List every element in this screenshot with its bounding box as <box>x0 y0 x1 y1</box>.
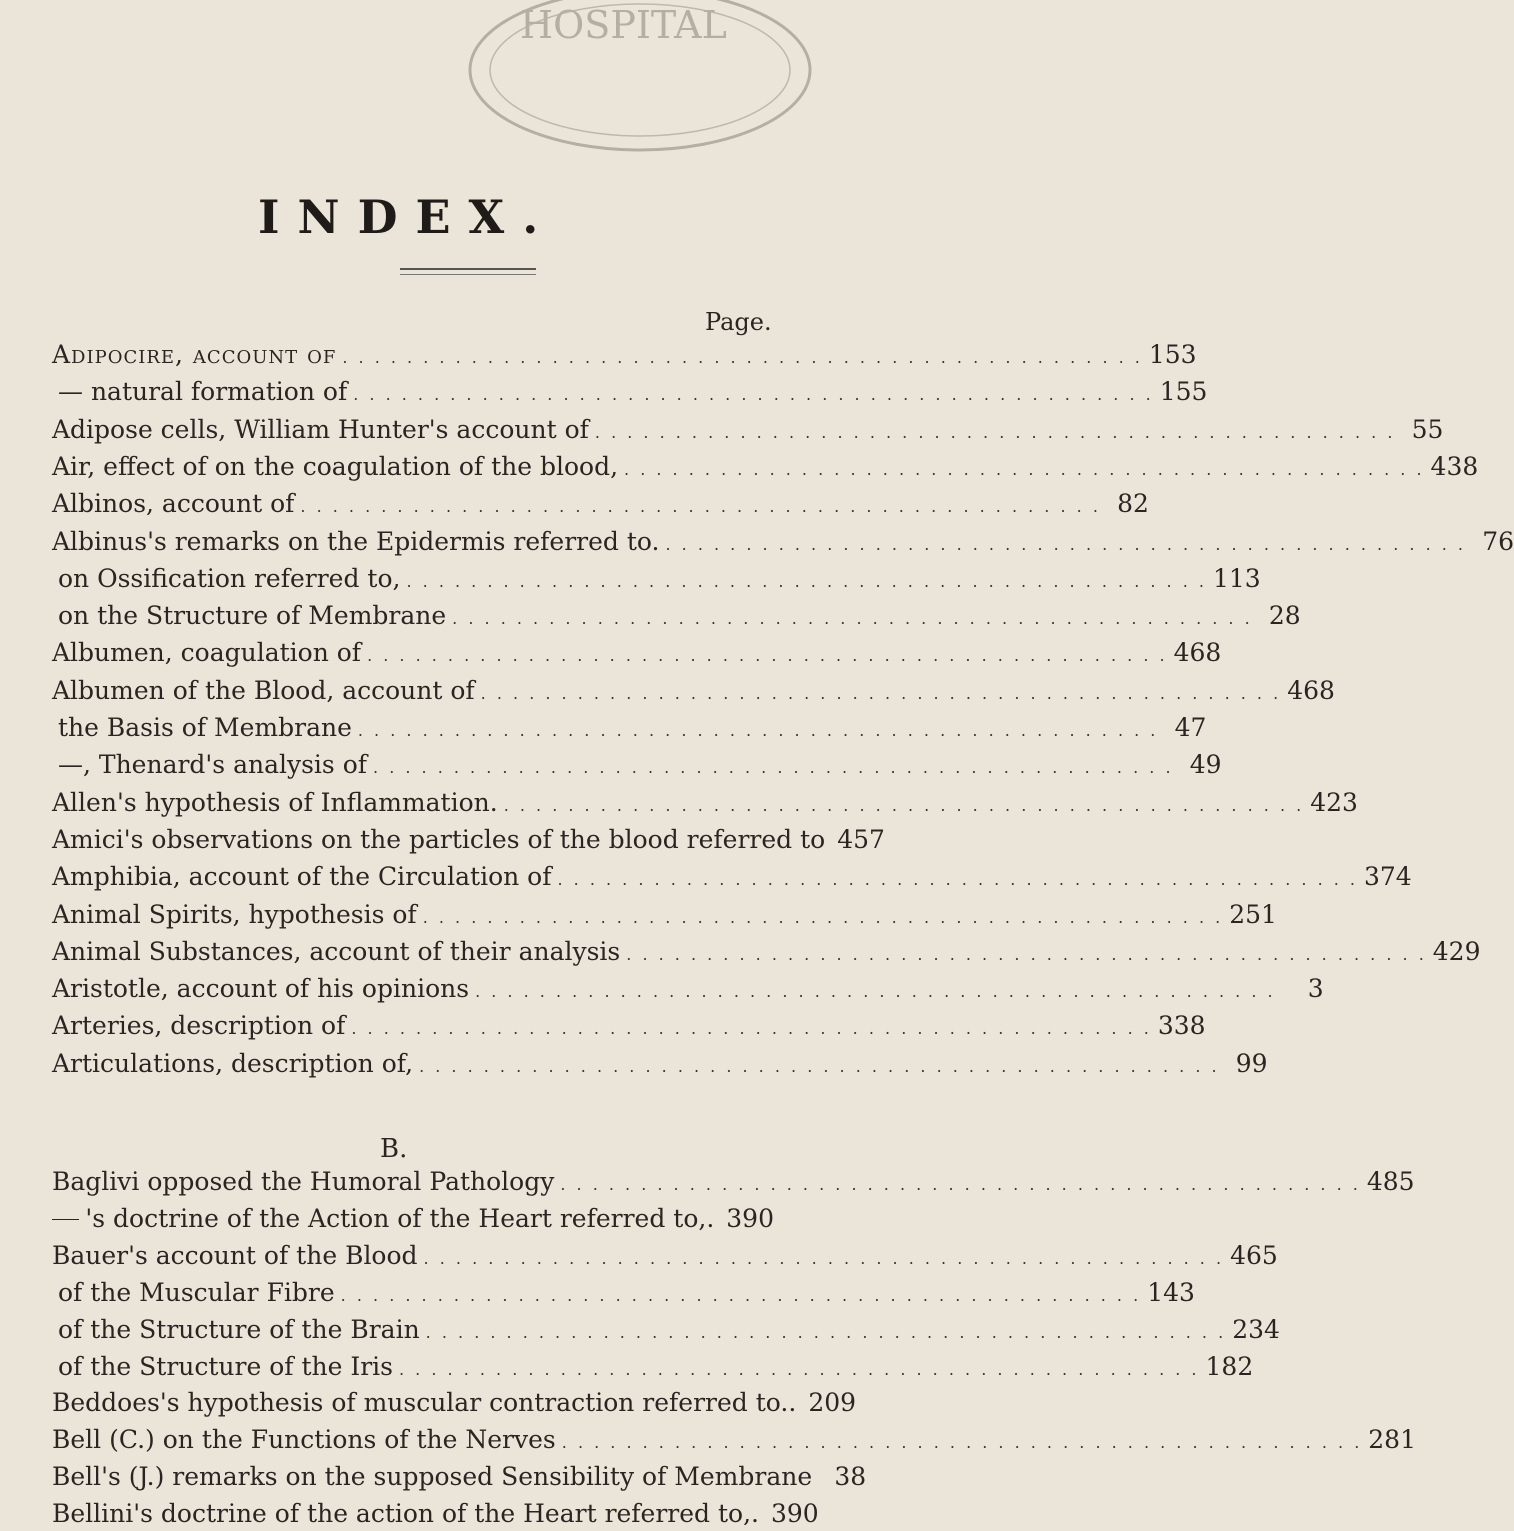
page-number: 143 <box>1147 1277 1195 1307</box>
page-number: 76 <box>1482 526 1514 556</box>
page-number: 38 <box>834 1462 867 1492</box>
leader-dots: . . . . . . . . . . . . . . . . . . . . . . . . . . . . . . . . . . . . . . . . . . . . . . . . . . <box>624 459 1425 479</box>
leader-dots: . . . . . . . . . . . . . . . . . . . . . . . . . . . . . . . . . . . . . . . . . . . . . . . . . . <box>557 870 1358 890</box>
index-entry <box>52 601 1301 633</box>
page-number: 390 <box>771 1499 819 1529</box>
entry-text: Allen's hypothesis of Inflammation. <box>52 787 498 817</box>
page-title: INDEX. <box>258 190 557 244</box>
entry-text: Aristotle, account of his opinions <box>52 974 470 1004</box>
leader-dots: . . . . . . . . . . . . . . . . . . . . . . . . . . . . . . . . . . . . . . . . . . . . . . . . . . <box>353 385 1154 405</box>
entry-text: Amici's observations on the particles of the blood referred to <box>52 824 826 854</box>
index-entry <box>52 1425 1416 1457</box>
entry-text: Albumen, coagulation of <box>52 638 362 668</box>
leader-dots: . . . . . . . . . . . . . . . . . . . . . . . . . . . . . . . . . . . . . . . . . . . . . . . . . . <box>503 795 1305 815</box>
index-entry <box>52 675 1335 708</box>
entry-text: Adipose cells, William Hunter's account of <box>52 414 589 444</box>
page-number: 3 <box>1307 974 1324 1004</box>
page-number: 468 <box>1173 638 1222 668</box>
divider <box>400 274 536 275</box>
entry-text: Albinos, account of <box>52 489 295 519</box>
page-number: 468 <box>1287 675 1335 705</box>
leader-dots: . . . . . . . . . . . . . . . . . . . . . . . . . . . . . . . . . . . . . . . . . . . . . . . . . . <box>560 1175 1361 1194</box>
page-number: 28 <box>1268 601 1301 631</box>
entry-text: the Basis of Membrane <box>58 713 352 742</box>
entry-text: on Ossification referred to, <box>58 563 401 593</box>
index-entry <box>52 1351 1254 1384</box>
index-entry <box>52 787 1358 820</box>
entry-text: of the Muscular Fibre <box>58 1277 335 1307</box>
entry-text: Beddoes's hypothesis of muscular contraction referred to.. <box>52 1388 797 1418</box>
leader-dots: . . . . . . . . . . . . . . . . . . . . . . . . . . . . . . . . . . . . . . . . . . . . . . . . . . <box>399 1359 1200 1379</box>
entry-text: Albinus's remarks on the Epidermis referred to. <box>52 526 660 556</box>
page-number: 99 <box>1235 1048 1268 1078</box>
entry-text: Air, effect of on the coagulation of the blood, <box>52 451 619 481</box>
page-number: 155 <box>1159 377 1208 407</box>
section-letter-b: B. <box>380 1134 408 1164</box>
index-entry <box>52 563 1261 596</box>
leader-dots: . . . . . . . . . . . . . . . . . . . . . . . . . . . . . . . . . . . . . . . . . . . . . . . . . . <box>351 1019 1152 1039</box>
index-entry <box>52 1499 819 1531</box>
index-entry <box>52 638 1222 670</box>
page-number: 234 <box>1232 1314 1280 1344</box>
entry-text: Arteries, description of <box>52 1011 346 1041</box>
page-number: 49 <box>1189 750 1222 780</box>
index-entry <box>52 1388 857 1420</box>
index-entry <box>52 936 1481 969</box>
page-number: 251 <box>1229 899 1277 929</box>
entry-text: —, Thenard's analysis of <box>58 750 368 780</box>
leader-dots: . . . . . . . . . . . . . . . . . . . . . . . . . . . . . . . . . . . . . . . . . . . . . . . . . . <box>423 1248 1225 1268</box>
page-number: 281 <box>1368 1425 1416 1455</box>
index-entry <box>52 974 1324 1006</box>
page-column-label: Page. <box>705 308 772 336</box>
leader-dots: . . . . . . . . . . . . . . . . . . . . . . . . . . . . . . . . . . . . . . . . . . . . . . . . . . <box>475 982 1276 1002</box>
leader-dots: . . . . . . . . . . . . . . . . . . . . . . . . . . . . . . . . . . . . . . . . . . . . . . . . . . <box>373 758 1174 778</box>
ditto-rule <box>52 1219 79 1220</box>
page-number: 55 <box>1411 414 1444 444</box>
page-number: 457 <box>837 824 885 854</box>
leader-dots: . . . . . . . . . . . . . . . . . . . . . . . . . . . . . . . . . . . . . . . . . . . . . . . . . . <box>340 1285 1142 1305</box>
leader-dots: . . . . . . . . . . . . . . . . . . . . . . . . . . . . . . . . . . . . . . . . . . . . . . . . . . <box>422 907 1224 927</box>
entry-text: Bellini's doctrine of the action of the Heart referred to,. <box>52 1499 759 1529</box>
leader-dots: . . . . . . . . . . . . . . . . . . . . . . . . . . . . . . . . . . . . . . . . . . . . . . . . . . <box>342 348 1143 367</box>
entry-text: Baglivi opposed the Humoral Pathology <box>52 1167 555 1196</box>
entry-text: of the Structure of the Brain <box>58 1314 420 1344</box>
index-entry <box>52 489 1149 521</box>
leader-dots: . . . . . . . . . . . . . . . . . . . . . . . . . . . . . . . . . . . . . . . . . . . . . . . . . . <box>357 721 1159 740</box>
entry-text: Albumen of the Blood, account of <box>52 675 475 705</box>
divider <box>400 268 536 270</box>
page-number: 429 <box>1432 936 1481 966</box>
stamp-text: HOSPITAL <box>520 3 727 47</box>
index-entry <box>52 1462 867 1494</box>
entry-text: Animal Spirits, hypothesis of <box>52 899 417 929</box>
leader-dots: . . . . . . . . . . . . . . . . . . . . . . . . . . . . . . . . . . . . . . . . . . . . . . . . . . <box>665 534 1466 554</box>
entry-text: — natural formation of <box>58 377 348 407</box>
index-entry <box>52 862 1412 894</box>
page-number: 338 <box>1157 1011 1206 1041</box>
leader-dots: . . . . . . . . . . . . . . . . . . . . . . . . . . . . . . . . . . . . . . . . . . . . . . . . . . <box>300 497 1101 517</box>
index-entry <box>52 899 1277 932</box>
leader-dots: . . . . . . . . . . . . . . . . . . . . . . . . . . . . . . . . . . . . . . . . . . . . . . . . . . <box>480 683 1282 703</box>
page-number: 438 <box>1430 451 1479 481</box>
index-entry <box>52 1011 1206 1043</box>
page-number: 423 <box>1310 787 1358 817</box>
leader-dots: . . . . . . . . . . . . . . . . . . . . . . . . . . . . . . . . . . . . . . . . . . . . . . . . . . <box>406 571 1207 591</box>
entry-text: 's doctrine of the Action of the Heart referred to,. <box>85 1203 715 1233</box>
index-entry <box>52 526 1514 559</box>
leader-dots: . . . . . . . . . . . . . . . . . . . . . . . . . . . . . . . . . . . . . . . . . . . . . . . . . . <box>367 646 1168 666</box>
entry-text: Amphibia, account of the Circulation of <box>52 862 552 892</box>
entry-text: Bell's (J.) remarks on the supposed Sensibility of Membrane <box>52 1462 813 1492</box>
leader-dots: . . . . . . . . . . . . . . . . . . . . . . . . . . . . . . . . . . . . . . . . . . . . . . . . . . <box>561 1433 1363 1453</box>
index-entry <box>52 377 1208 409</box>
page-number: 209 <box>808 1388 857 1418</box>
page-number: 153 <box>1148 340 1197 369</box>
entry-text: of the Structure of the Iris <box>58 1351 393 1381</box>
entry-text: Articulations, description of, <box>52 1048 414 1078</box>
leader-dots: . . . . . . . . . . . . . . . . . . . . . . . . . . . . . . . . . . . . . . . . . . . . . . . . . . <box>419 1056 1220 1076</box>
index-entry <box>52 1314 1280 1347</box>
index-entry <box>52 414 1444 447</box>
leader-dots: . . . . . . . . . . . . . . . . . . . . . . . . . . . . . . . . . . . . . . . . . . . . . . . . . . <box>425 1322 1227 1342</box>
index-entry <box>52 1167 1415 1199</box>
page-number: 485 <box>1366 1167 1415 1196</box>
index-entry <box>52 713 1207 745</box>
page-number: 113 <box>1212 563 1261 593</box>
page-number: 182 <box>1205 1351 1254 1381</box>
index-entry <box>52 1277 1195 1310</box>
entry-text: on the Structure of Membrane <box>58 601 447 631</box>
page-number: 47 <box>1174 713 1207 742</box>
library-stamp-icon <box>440 0 800 110</box>
page-number: 390 <box>726 1203 774 1233</box>
entry-text: Adipocire, account of <box>52 340 337 369</box>
entry-text: Bell (C.) on the Functions of the Nerves <box>52 1425 556 1455</box>
leader-dots: . . . . . . . . . . . . . . . . . . . . . . . . . . . . . . . . . . . . . . . . . . . . . . . . . . <box>452 609 1253 629</box>
entry-text: Animal Substances, account of their analysis <box>52 936 621 966</box>
leader-dots: . . . . . . . . . . . . . . . . . . . . . . . . . . . . . . . . . . . . . . . . . . . . . . . . . . <box>594 422 1396 442</box>
index-entry <box>52 340 1197 372</box>
page-number: 82 <box>1117 489 1149 519</box>
index-entry <box>52 1240 1278 1273</box>
index-entry <box>52 750 1222 782</box>
index-entry <box>52 451 1479 484</box>
leader-dots: . . . . . . . . . . . . . . . . . . . . . . . . . . . . . . . . . . . . . . . . . . . . . . . . . . <box>626 944 1427 964</box>
index-entry <box>52 1204 774 1236</box>
page-number: 374 <box>1364 862 1412 892</box>
index-entry <box>52 824 885 857</box>
page-number: 465 <box>1230 1240 1278 1270</box>
index-entry <box>52 1048 1268 1081</box>
entry-text: Bauer's account of the Blood <box>52 1240 418 1270</box>
